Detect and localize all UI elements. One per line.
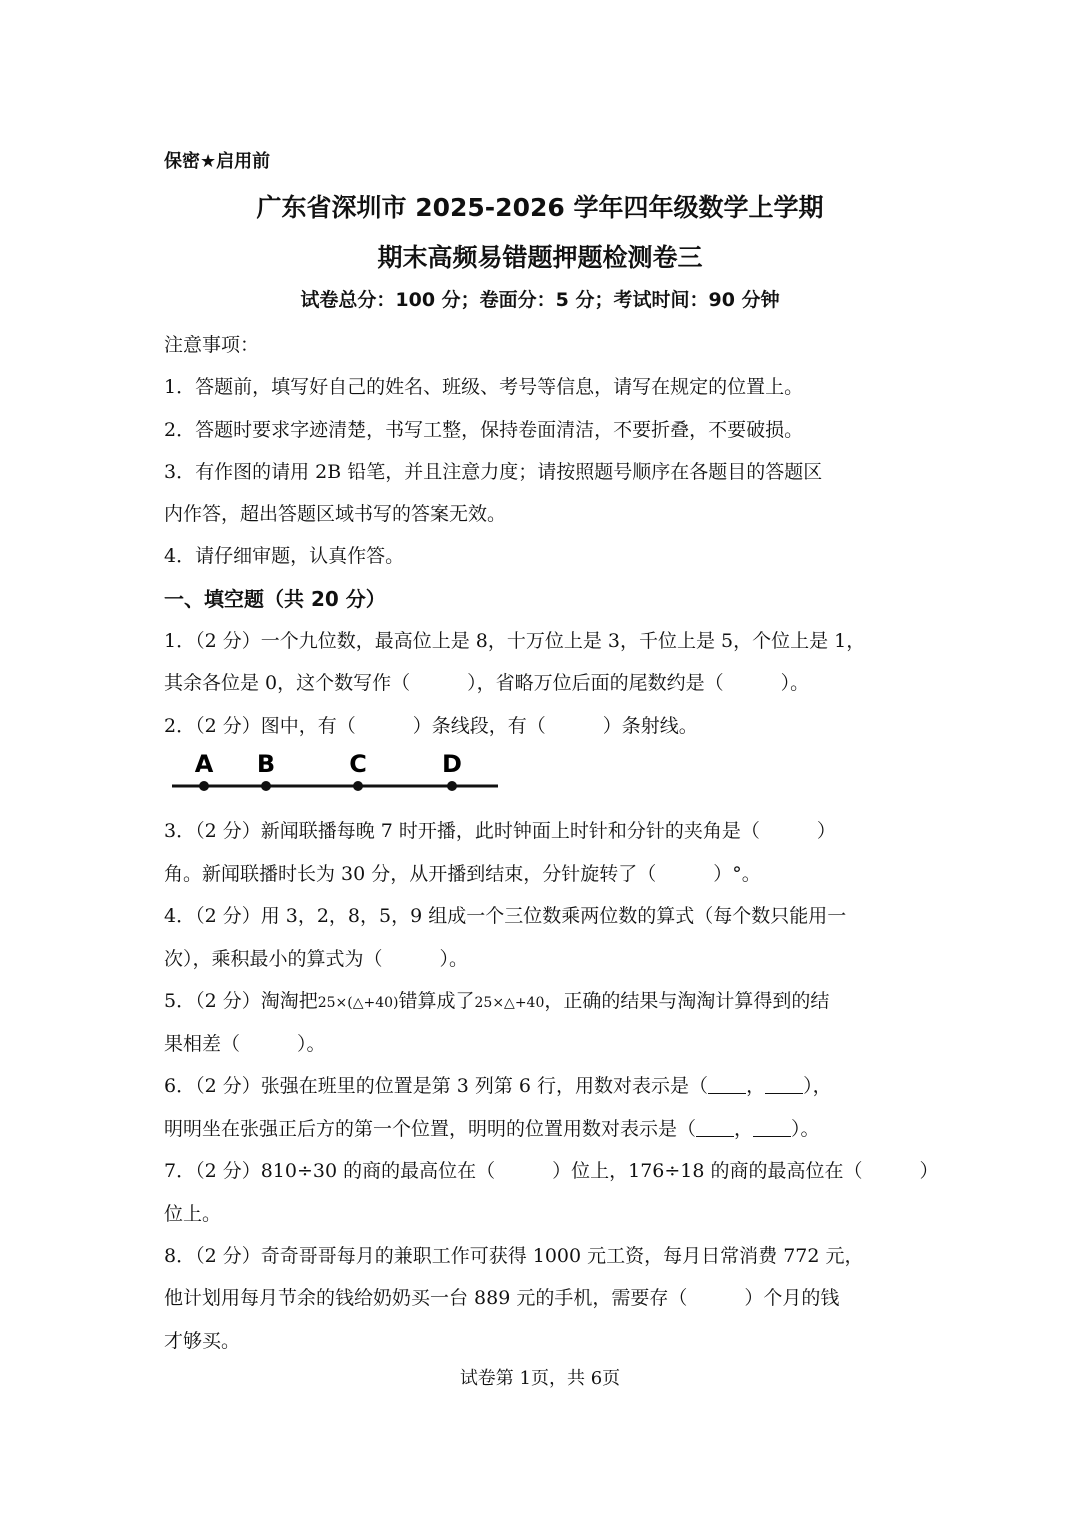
- answer-blank: [708, 1074, 746, 1094]
- exam-meta: 试卷总分：100 分；卷面分：5 分；考试时间：90 分钟: [300, 289, 780, 311]
- question-7-line2: 位上。: [164, 1203, 222, 1225]
- q5-middle: 错算成了: [398, 990, 475, 1012]
- question-1-line1: 1．（2 分）一个九位数，最高位上是 8，十万位上是 3，千位上是 5，个位上是 1，: [164, 630, 866, 652]
- question-7-line1: 7．（2 分）810÷30 的商的最高位在（ ）位上，176÷18 的商的最高位在（ ）: [164, 1160, 939, 1182]
- question-8-line3: 才够买。: [164, 1330, 241, 1352]
- q6-line1-suffix: ），: [803, 1075, 832, 1097]
- question-3-line1: 3．（2 分）新闻联播每晚 7 时开播，此时钟面上时针和分针的夹角是（ ）: [164, 820, 836, 842]
- exam-title-line1: 广东省深圳市 2025-2026 学年四年级数学上学期: [256, 193, 824, 222]
- note-item: 内作答，超出答题区域书写的答案无效。: [164, 503, 507, 525]
- q5-correct-expression: 25×(△+40): [317, 995, 399, 1011]
- question-4-line2: 次），乘积最小的算式为（ ）。: [164, 948, 469, 970]
- q5-wrong-expression: 25×△+40: [474, 995, 545, 1011]
- point-b: [261, 781, 271, 791]
- line-figure: [168, 748, 508, 800]
- q6-line2-prefix: 明明坐在张强正后方的第一个位置，明明的位置用数对表示是（: [164, 1118, 697, 1140]
- note-item: 2．答题时要求字迹清楚，书写工整，保持卷面清洁，不要折叠，不要破损。: [164, 419, 804, 441]
- question-4-line1: 4．（2 分）用 3，2，8，5，9 组成一个三位数乘两位数的算式（每个数只能用一: [164, 905, 847, 927]
- exam-title-line2: 期末高频易错题押题检测卷三: [377, 243, 703, 272]
- q6-line2-suffix: ）。: [791, 1118, 820, 1140]
- label-c: C: [349, 750, 367, 778]
- q5-suffix: ，正确的结果与淘淘计算得到的结: [544, 990, 830, 1012]
- notes-heading: 注意事项：: [164, 334, 260, 356]
- point-a: [199, 781, 209, 791]
- question-1-line2: 其余各位是 0，这个数写作（ ），省略万位后面的尾数约是（ ）。: [164, 672, 810, 694]
- note-item: 3．有作图的请用 2B 铅笔，并且注意力度；请按照题号顺序在各题目的答题区: [164, 461, 823, 483]
- answer-blank: [753, 1117, 791, 1137]
- question-2: 2．（2 分）图中，有（ ）条线段，有（ ）条射线。: [164, 715, 698, 737]
- label-d: D: [442, 750, 462, 778]
- question-5-line2: 果相差（ ）。: [164, 1033, 326, 1055]
- question-8-line1: 8．（2 分）奇奇哥哥每月的兼职工作可获得 1000 元工资，每月日常消费 772 元，: [164, 1245, 864, 1267]
- q5-prefix: 5．（2 分）淘淘把: [164, 990, 318, 1012]
- question-6-line2: [164, 1114, 820, 1141]
- answer-blank: [696, 1117, 734, 1137]
- page-footer: 试卷第 1页，共 6页: [459, 1368, 621, 1389]
- point-c: [353, 781, 363, 791]
- label-b: B: [256, 750, 276, 778]
- confidential-label: 保密★启用前: [164, 151, 271, 172]
- note-item: 4．请仔细审题，认真作答。: [164, 545, 405, 567]
- note-item: 1．答题前，填写好自己的姓名、班级、考号等信息，请写在规定的位置上。: [164, 376, 804, 398]
- label-a: A: [194, 750, 214, 778]
- q6-line1-prefix: 6．（2 分）张强在班里的位置是第 3 列第 6 行，用数对表示是（: [164, 1075, 709, 1097]
- question-8-line2: 他计划用每月节余的钱给奶奶买一台 889 元的手机，需要存（ ）个月的钱: [164, 1287, 840, 1309]
- q6-comma: ，: [734, 1118, 754, 1140]
- question-6-line1: [164, 1071, 832, 1098]
- q6-comma: ，: [746, 1075, 766, 1097]
- point-d: [447, 781, 457, 791]
- section-heading: 一、填空题（共 20 分）: [164, 587, 386, 611]
- answer-blank: [765, 1074, 803, 1094]
- question-5-line1: [164, 986, 829, 1013]
- question-3-line2: 角。新闻联播时长为 30 分，从开播到结束，分针旋转了（ ）°。: [164, 863, 761, 885]
